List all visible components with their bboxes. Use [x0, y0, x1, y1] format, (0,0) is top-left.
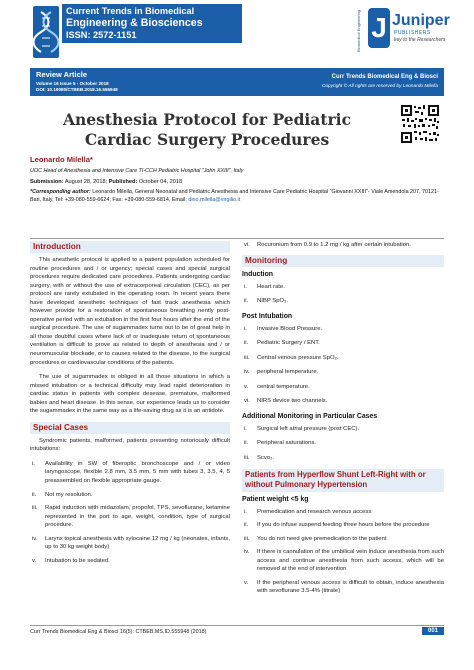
list-item-number: iii. — [244, 354, 250, 361]
article-dates — [30, 178, 444, 186]
section-divider — [30, 238, 444, 239]
list-item — [242, 283, 444, 292]
list-item-text: Larynx topical anesthesia with xylocaine 12 mg / kg (neonates, infants, up to 30 kg weight body) — [45, 535, 230, 551]
list-item — [242, 354, 444, 363]
list-item-number: v. — [32, 557, 37, 564]
introduction-heading: Introduction — [30, 241, 230, 253]
list-item — [30, 535, 230, 552]
introduction-paragraph-1: This anesthetic protocol is applied to a patient population scheduled for routine procedures and / or urgency; special cases and special surgical procedures require dedicated care procedures. Patients undergoing cardiac surgery, with or without the use of extracorporeal circulation (CEC), as per protocol are rarely extubated in the operating room. In recent years there have developed anesthetic techniques of fast track anesthesia which however provide for a restoration of spontaneous breathing nently post-operative period with an extubation in the first four hours after the end of the surgical procedure. The use of sugammadex turns out to be of great help in all those doubtful cases where lack of or inadequate return of spontaneous ventilation is difficult to prove as related to depth of anesthesia and / or neuromuscular blockade, or to causes related to the disease, to the surgical procedures or cardiovascular conditions of the patients. — [30, 257, 230, 366]
list-item-number: i. — [244, 325, 247, 332]
list-item-text: Pediatric Surgery / ENT. — [257, 340, 320, 347]
corresponding-label: *Corresponding author: — [30, 189, 91, 195]
list-item-number: iii. — [244, 535, 250, 542]
list-item-text: Invasive Blood Pressure. — [257, 325, 323, 332]
monitoring-heading: Monitoring — [242, 255, 444, 267]
list-item-text: Scvo₂. — [257, 455, 275, 462]
list-item — [242, 241, 444, 250]
list-item — [242, 297, 444, 306]
list-item — [242, 325, 444, 334]
article-info-bar — [30, 68, 444, 96]
list-item-text: Premedication and research venous access — [257, 508, 372, 515]
list-item-text: Intubation to be sedated. — [45, 557, 110, 564]
author-email-link[interactable]: dino.milella@virgilio.it — [188, 196, 241, 203]
author-name: Leonardo Milella* — [30, 155, 93, 164]
publisher-j-icon: J — [368, 8, 390, 48]
page-footer — [30, 625, 444, 638]
right-column — [242, 241, 444, 601]
publisher-logo — [356, 6, 460, 58]
list-item-text: NIRS device two channels. — [257, 398, 328, 405]
journal-issn: ISSN: 2572-1151 — [66, 30, 137, 40]
post-intubation-subheading: Post Intubation — [242, 312, 293, 320]
doi-link[interactable]: DOI: 10.19080/CTBEB.2018.16.555948 — [36, 87, 118, 92]
corresponding-details: Leonardo Milella, General Neonatal and Pediatric Anesthesia and Intensive Care Pediatric Hospital "Giovanni XXIII"- Viale Amendola 207, 70121-Bari, Italy, Tel: +39-080-559-6624; Fax: +39-080-559-6814, Email: — [30, 189, 439, 203]
journal-short-name: Curr Trends Biomedical Eng & Biosci — [331, 74, 438, 80]
volume-info: Volume 16 Issue 5 - October 2018 — [36, 81, 109, 86]
list-item-text: central temperature. — [257, 383, 310, 390]
list-item-text: Not my resolution. — [45, 491, 93, 498]
author-block — [30, 154, 444, 205]
journal-logo-icon — [33, 6, 59, 58]
list-item — [242, 383, 444, 392]
author-affiliation: UOC Head of Anesthesia and Intensive Care TI-CCH Pediatric Hospital "John XXIII", Italy — [30, 168, 244, 174]
footer-citation: Curr Trends Biomedical Eng & Biosci 16(5): CTBEB.MS.ID.555948 (2018) — [30, 629, 207, 635]
list-item-number: iii. — [32, 505, 38, 512]
publisher-name: Juniper — [392, 12, 450, 29]
journal-title — [62, 4, 242, 43]
list-item-number: iii. — [244, 455, 250, 462]
list-item — [242, 439, 444, 448]
list-item-number: vi. — [244, 242, 250, 248]
list-item-text: Surgical left atrial pressure (post CEC). — [257, 425, 360, 432]
list-item — [30, 557, 230, 566]
additional-monitoring-subheading: Additional Monitoring in Particular Cases — [242, 412, 378, 420]
published-label: Published: — [108, 179, 138, 185]
list-item-number: v. — [244, 383, 249, 390]
list-item — [242, 339, 444, 348]
hyperflow-shunt-heading: Patients from Hyperflow Shunt Left-Right with or without Pulmonary Hypertension — [242, 469, 444, 492]
special-cases-paragraph: Syndromic patients, malformed, patients presenting notoriously difficult intubations: — [30, 437, 230, 453]
submission-date: August 28, 2018; — [63, 179, 109, 185]
list-item — [30, 491, 230, 500]
journal-title-line2: Engineering & Biosciences — [66, 17, 203, 29]
list-item-number: iv. — [32, 535, 38, 542]
journal-header — [0, 0, 474, 68]
patient-weight-subheading: Patient weight <5 kg — [242, 495, 309, 503]
list-item — [30, 460, 230, 486]
copyright-notice: Copyright © All rights are reserved by Leonardo Milella — [321, 84, 438, 89]
list-item-number: i. — [244, 508, 247, 515]
list-item-number: i. — [244, 425, 247, 432]
list-item-text: Peripheral saturations. — [257, 440, 316, 447]
list-item-text: Heart rate. — [257, 283, 285, 290]
list-item-number: ii. — [244, 340, 249, 347]
induction-subheading: Induction — [242, 270, 274, 278]
special-cases-heading: Special Cases — [30, 422, 230, 434]
list-item-number: iv. — [244, 369, 250, 376]
list-item-text: If the peripheral venous access is difficult to obtain, induce anesthesia with sevoflurane 3.5-4% (titrate) — [257, 579, 444, 595]
list-item-number: i. — [244, 283, 247, 290]
list-item-text: NIBP SpO₂. — [257, 298, 288, 305]
publisher-tagline: key to the Researchers — [394, 37, 446, 43]
journal-title-line1: Current Trends in Biomedical — [66, 6, 195, 16]
list-item-number: ii. — [32, 491, 37, 498]
list-item — [242, 425, 444, 434]
publisher-side-text: Biomedical Engineering — [356, 9, 361, 52]
published-date: October 04, 2018 — [137, 179, 183, 185]
list-item-number: iv. — [244, 549, 250, 556]
list-item-number: ii. — [244, 440, 249, 447]
list-item-text: peripheral temperature. — [257, 369, 319, 376]
list-item — [242, 368, 444, 377]
list-item — [242, 535, 444, 544]
list-item — [30, 504, 230, 530]
list-item — [242, 579, 444, 596]
article-title: Anesthesia Protocol for Pediatric Cardiac Surgery Procedures — [62, 110, 352, 149]
list-item-text: Availability in SW of fiberoptic bronchoscope and / or video laryngoscope, flexible 2.8 mm, 3.5 mm, 5 mm with tubes 3, 3.5, 4, 5 preassembled on flexible appropriate gauge. — [45, 460, 230, 485]
list-item-text: Rocuronium from 0.9 to 1.2 mg / kg after certain intubation. — [257, 242, 411, 248]
list-item — [242, 397, 444, 406]
list-item — [242, 548, 444, 574]
list-item-number: vi. — [244, 398, 250, 405]
submission-label: Submission: — [30, 179, 64, 185]
list-item — [242, 508, 444, 517]
page-number: 001 — [422, 627, 444, 635]
list-item-text: Rapid induction with midazolam, propofol, TPS, sevoflurane, ketamine represented in the port to age, weight, condition, type of surgical procedure. — [45, 505, 230, 529]
list-item-text: If you do infuse suspend feeding three hours before the procedure — [257, 522, 430, 529]
list-item-text: Central venous pressure SpO₂. — [257, 354, 339, 361]
list-item-number: v. — [244, 579, 249, 586]
list-item-number: ii. — [244, 522, 249, 529]
list-item-number: ii. — [244, 298, 249, 305]
introduction-paragraph-2: The use of sugammadex is obliged in all those situations in which a missed intubation or a technical difficulty may lead rapid deterioration in cardiac status in patients with complex desease, premature, malformed babies and heart disease. In this sense, our experience leads us to consider the sugammadex in the same way as a life-saving drug as it is an antidote. — [30, 374, 230, 415]
corresponding-author — [30, 189, 444, 205]
article-type: Review Article — [36, 70, 87, 79]
qr-code-icon[interactable] — [400, 104, 440, 144]
list-item-text: You do not need give premedication to the patient — [257, 535, 387, 542]
publisher-sub: PUBLISHERS — [394, 30, 431, 36]
left-column — [30, 241, 230, 570]
list-item-number: i. — [32, 460, 35, 467]
list-item — [242, 454, 444, 463]
list-item-text: If there is cannulation of the umbilical vein induce anesthesia from such access and continue anesthesia from such access, which will be removed at the end of intervention — [257, 549, 444, 573]
list-item — [242, 521, 444, 530]
